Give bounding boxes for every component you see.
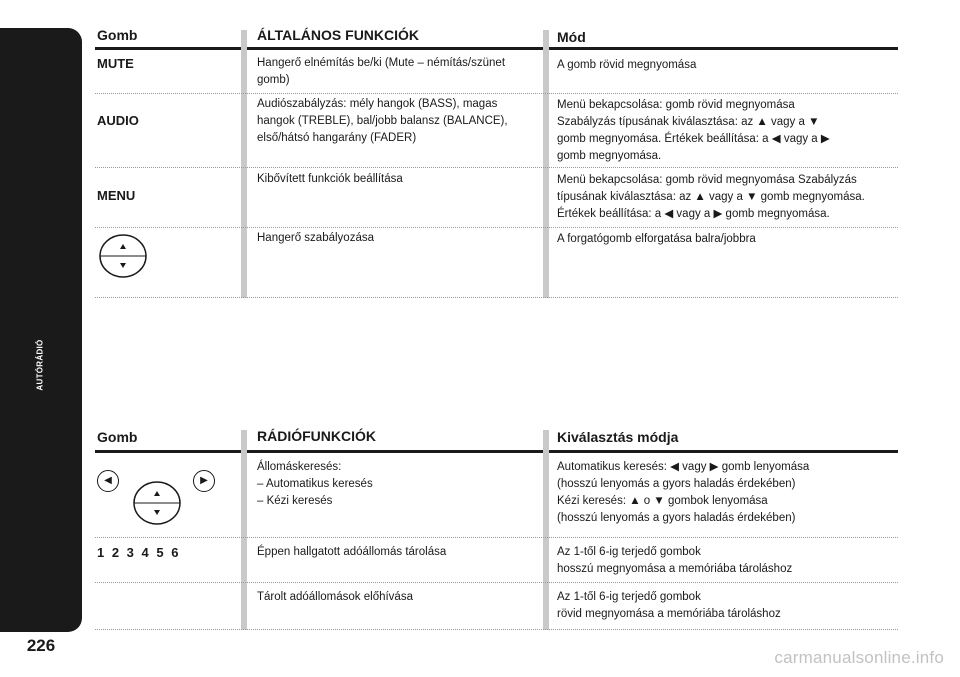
menu-mode: Menü bekapcsolása: gomb rövid megnyomása Szabályzás típusának kiválasztása: az ▲ vagy a ▼ gomb megnyomása. Értékek beállítása: a ◀ vagy a ▶ gomb megnyomása.	[557, 174, 865, 220]
seek-arrows-icon	[132, 480, 182, 526]
radio-col-function-header: RÁDIÓFUNKCIÓK	[257, 428, 376, 444]
mute-mode: A gomb rövid megnyomása	[557, 59, 697, 71]
row-divider	[95, 93, 898, 94]
audio-button-label: AUDIO	[97, 113, 139, 128]
general-divider-1	[241, 30, 247, 298]
preset-buttons-label: 1 2 3 4 5 6	[97, 545, 180, 560]
side-tab	[0, 28, 82, 632]
row-divider	[95, 167, 898, 168]
seek-right-icon: ▶	[193, 470, 215, 492]
row-divider	[95, 582, 898, 583]
mute-button-label: MUTE	[97, 56, 134, 71]
radio-header-rule	[95, 450, 898, 453]
preset-store-function: Éppen hallgatott adóállomás tárolása	[257, 546, 447, 558]
section-label: AUTÓRÁDIÓ	[35, 339, 45, 391]
seek-mode: Automatikus keresés: ◀ vagy ▶ gomb lenyomása (hosszú lenyomás a gyors haladás érdekében) Kézi keresés: ▲ o ▼ gombok lenyomása (hosszú lenyomás a gyors haladás érdekében)	[557, 461, 810, 524]
radio-divider-1	[241, 430, 247, 630]
general-col-function-header: ÁLTALÁNOS FUNKCIÓK	[257, 27, 420, 43]
radio-col-mode-header: Kiválasztás módja	[557, 429, 679, 445]
volume-function: Hangerő szabályozása	[257, 232, 374, 244]
menu-function: Kibővített funkciók beállítása	[257, 173, 403, 185]
row-divider	[95, 227, 898, 228]
general-divider-2	[543, 30, 549, 298]
radio-col-button-header: Gomb	[97, 429, 138, 445]
watermark: carmanualsonline.info	[774, 648, 944, 667]
mute-function: Hangerő elnémítás be/ki (Mute – némítás/szünet gomb)	[257, 57, 506, 86]
menu-button-label: MENU	[97, 188, 136, 203]
seek-left-icon: ◀	[97, 470, 119, 492]
general-col-button-header: Gomb	[97, 27, 138, 43]
volume-knob-icon	[98, 233, 148, 279]
general-col-mode-header: Mód	[557, 29, 586, 45]
general-header-rule	[95, 47, 898, 50]
volume-mode: A forgatógomb elforgatása balra/jobbra	[557, 233, 756, 245]
row-divider	[95, 537, 898, 538]
preset-recall-function: Tárolt adóállomások előhívása	[257, 591, 413, 603]
seek-function: Állomáskeresés: – Automatikus keresés – Kézi keresés	[257, 461, 373, 507]
row-divider	[95, 297, 898, 298]
page-number: 226	[26, 636, 56, 655]
preset-recall-mode: Az 1-től 6-ig terjedő gombok rövid megnyomása a memóriába tároláshoz	[557, 591, 781, 620]
radio-divider-2	[543, 430, 549, 630]
row-divider	[95, 629, 898, 630]
audio-mode: Menü bekapcsolása: gomb rövid megnyomása Szabályzás típusának kiválasztása: az ▲ vagy a ▼ gomb megnyomása. Értékek beállítása: a ◀ vagy a ▶ gomb megnyomása.	[557, 99, 830, 162]
audio-function: Audiószabályzás: mély hangok (BASS), magas hangok (TREBLE), bal/jobb balansz (BALANCE), első/hátsó hangarány (FADER)	[257, 98, 508, 144]
preset-store-mode: Az 1-től 6-ig terjedő gombok hosszú megnyomása a memóriába tároláshoz	[557, 546, 793, 575]
